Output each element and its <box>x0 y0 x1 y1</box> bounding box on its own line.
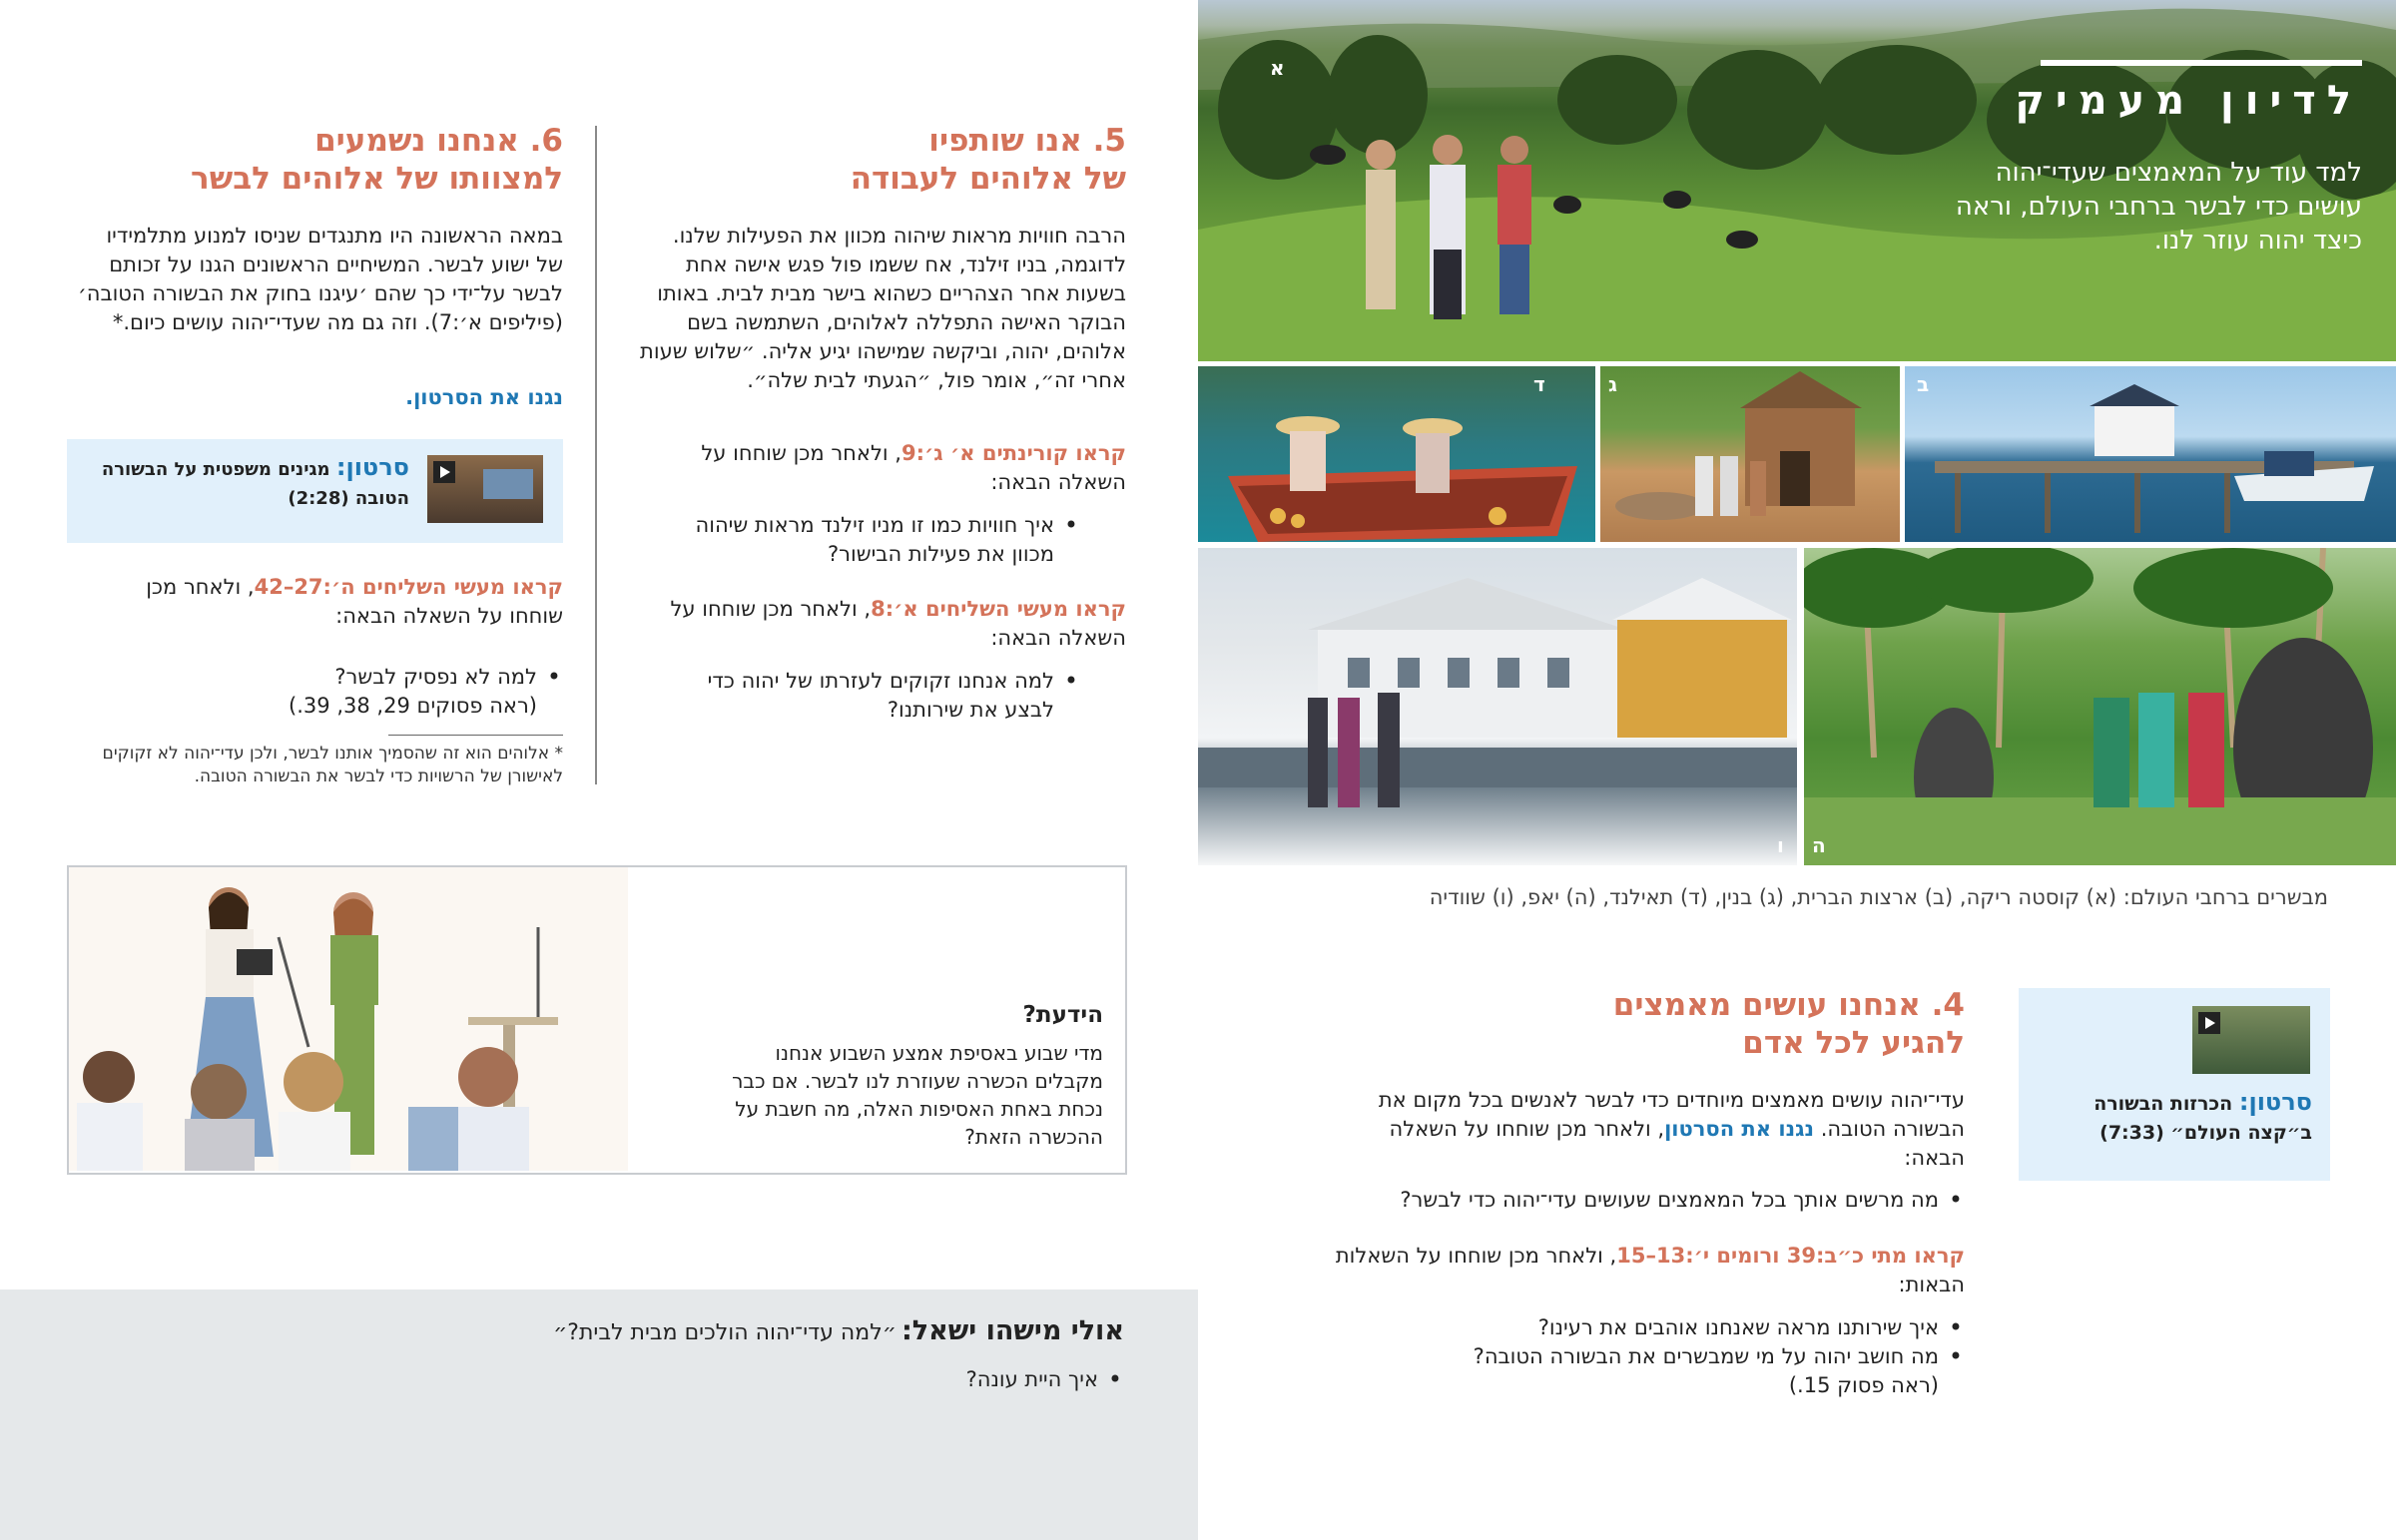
section-6-video-box[interactable] <box>67 439 563 543</box>
section-4-question-list-1 <box>1306 1186 1965 1215</box>
section-4-title-line2: להגיע לכל אדם <box>1742 1025 1965 1061</box>
section-4-text: עדי־יהוה עושים מאמצים מיוחדים כדי לבשר לאנשים בכל מקום את הבשורה הטובה. <box>1378 1088 1965 1141</box>
someone-may-ask-title: אולי מישהו ישאל: <box>900 1315 1124 1346</box>
video-duration: (7:33) <box>2099 1122 2164 1144</box>
section-4-play-link[interactable]: נגנו את הסרטון <box>1664 1117 1814 1141</box>
section-4-number: 4. <box>1931 987 1965 1023</box>
photo-label-f: ו <box>1777 833 1784 857</box>
section-5-question-1: • איך חוויות כמו זו מניו זילנד מראות שיהוה מכוון את פעילות הבישור? <box>651 511 1080 569</box>
meeting-illustration <box>69 867 628 1171</box>
did-you-know-box <box>67 865 1127 1175</box>
someone-may-ask-band <box>0 1289 1198 1540</box>
section-4-question-3-text: מה חושב יהוה על מי שמבשרים את הבשורה הטובה? <box>1473 1344 1939 1368</box>
section-5-question-list-2 <box>701 667 1080 725</box>
did-you-know-title: הידעת? <box>1022 1002 1103 1028</box>
photo-sweden <box>1198 548 1797 865</box>
section-5-title-line1: אנו שותפיו <box>928 123 1082 159</box>
section-4-read-text: , ולאחר מכן שוחחו על השאלות הבאות: <box>1335 1244 1965 1296</box>
video-label: סרטון: <box>2238 1088 2312 1116</box>
photo-label-b: ב <box>1917 372 1930 396</box>
section-5-read-2 <box>657 595 1126 653</box>
section-4-text-end: , ולאחר מכן שוחחו על השאלה הבאה: <box>1389 1117 1965 1170</box>
photo-label-c: ג <box>1608 372 1617 396</box>
footnote-rule <box>388 735 563 736</box>
play-icon[interactable] <box>433 461 455 483</box>
section-6-play-link[interactable]: נגנו את הסרטון. <box>405 385 563 409</box>
section-6-read <box>104 573 563 631</box>
photo-label-d: ד <box>1533 372 1545 396</box>
section-6-scripture[interactable]: קראו מעשי השליחים ה׳:27–42 <box>254 575 563 599</box>
section-6-question-1-text: למה לא נפסיק לבשר? <box>334 665 537 689</box>
section-4-video-box[interactable] <box>2019 988 2330 1181</box>
someone-may-ask-question: • איך היית עונה? <box>725 1365 1124 1394</box>
section-6-question-1-note: (ראה פסוקים 29, 38, 39.) <box>289 694 537 718</box>
column-divider <box>595 126 597 784</box>
section-6-video-caption <box>80 453 409 513</box>
section-6-title-line1: אנחנו נשמעים <box>314 123 519 159</box>
video-title: מגינים משפטית על הבשורה הטובה <box>101 459 409 509</box>
photo-usa <box>1905 366 2396 542</box>
section-6-title-line2: למצוותו של אלוהים לבשר <box>191 161 563 197</box>
did-you-know-text: מדי שבוע באסיפת אמצע השבוע אנחנו מקבלים הכשרה שעוזרת לנו לבשר. אם כבר נכחת באחת האסיפות האלה, מה חשבת על ההכשרה הזאת? <box>732 1041 1103 1149</box>
photo-benin <box>1600 366 1900 542</box>
section-5-scripture-1[interactable]: קראו קורינתים א׳ ג׳:9 <box>900 441 1126 465</box>
photo-label-e: ה <box>1812 833 1826 857</box>
section-4-video-caption <box>2033 1088 2312 1148</box>
section-4-question-list-2 <box>1346 1313 1965 1400</box>
someone-may-ask-heading <box>226 1315 1124 1346</box>
section-5-read-1 <box>647 439 1126 497</box>
section-4-title-line1: אנחנו עושים מאמצים <box>1612 987 1921 1023</box>
section-6-footnote: * אלוהים הוא זה שהסמיך אותנו לבשר, ולכן עדי־יהוה לא זקוקים לאישורן של הרשויות כדי לבשר את הבשורה הטובה. <box>102 744 563 786</box>
section-4-paragraph <box>1326 1086 1965 1173</box>
photo-label-a: א <box>1270 56 1285 80</box>
deep-study-rule <box>2041 60 2362 66</box>
section-5-question-2: • למה אנחנו זקוקים לעזרתו של יהוה כדי לבצע את שירותנו? <box>701 667 1080 725</box>
section-6-number: 6. <box>529 123 563 159</box>
section-4-question-3-note: (ראה פסוק 15.) <box>1788 1373 1939 1397</box>
section-4-question-1: • מה מרשים אותך בכל המאמצים שעושים עדי־יהוה כדי לבשר? <box>1306 1186 1965 1215</box>
video-label: סרטון: <box>335 453 409 481</box>
section-5-question-list-1 <box>651 511 1080 569</box>
section-5-read-2-text: , ולאחר מכן שוחחו על השאלה הבאה: <box>670 597 1126 650</box>
section-6-paragraph: במאה הראשונה היו מתנגדים שניסו למנוע מתלמידיו של ישוע לבשר. המשיחיים הראשונים הגנו על זכותם לבשר על־ידי כך שהם ׳עיגנו בחוק את הבשורה הטובה׳ (פיליפים א׳:7). וזה גם מה שעדי־יהוה עושים כיום.* <box>78 224 563 334</box>
section-5-title <box>627 122 1126 198</box>
section-4-question-3 <box>1346 1342 1965 1400</box>
section-6-question-1 <box>164 663 563 721</box>
section-5-scripture-2[interactable]: קראו מעשי השליחים א׳:8 <box>871 597 1126 621</box>
video-thumbnail[interactable] <box>427 455 543 523</box>
video-thumbnail-screen <box>483 469 533 499</box>
photo-yap <box>1804 548 2396 865</box>
section-6-title <box>64 122 563 198</box>
section-6-question-list <box>164 663 563 721</box>
section-5-title-line2: של אלוהים לעבודה <box>850 161 1126 197</box>
video-title: הכרזות הבשורה ב״קצה העולם״ <box>2094 1093 2312 1144</box>
video-duration: (2:28) <box>288 488 349 509</box>
section-4-read <box>1326 1242 1965 1299</box>
section-5-read-1-text: , ולאחר מכן שוחחו על השאלה הבאה: <box>701 441 1126 494</box>
section-4-scripture[interactable]: קראו מתי כ״ב:39 ורומים י׳:13–15 <box>1616 1244 1965 1268</box>
section-5-paragraph: הרבה חוויות מראות שיהוה מכוון את הפעילות שלנו. לדוגמה, בניו זילנד, אח ששמו פול פגש אישה אחת בשעות אחר הצהריים כשהוא בישר מבית לבית. באותו הבוקר האישה התפללה לאלוהים, השתמשה בשם אלוהים, יהוה, וביקשה שמישהו יגיע אליה. ״שלוש שעות אחרי זה״, אומר פול, ״הגעתי לבית שלה״. <box>640 224 1126 392</box>
someone-may-ask-list <box>725 1365 1124 1394</box>
photo-thailand <box>1198 366 1595 542</box>
section-6-read-text: , ולאחר מכן שוחחו על השאלה הבאה: <box>146 575 563 628</box>
deep-study-text: למד עוד על המאמצים שעדי־יהוה עושים כדי לבשר ברחבי העולם, וראה כיצד יהוה עוזר לנו. <box>1955 158 2362 256</box>
photo-costa-rica <box>1198 0 2396 361</box>
section-4-question-2: • איך שירותנו מראה שאנחנו אוהבים את רעינו? <box>1346 1313 1965 1342</box>
section-4-title <box>1366 986 1965 1062</box>
section-5-number: 5. <box>1092 123 1126 159</box>
play-icon[interactable] <box>2198 1012 2220 1034</box>
someone-may-ask-quote: ״למה עדי־יהוה הולכים מבית לבית?״ <box>553 1320 897 1345</box>
video-thumbnail[interactable] <box>2192 1006 2310 1074</box>
deep-study-title: לדיון מעמיק <box>2015 78 2362 124</box>
photos-caption: מבשרים ברחבי העולם: (א) קוסטה ריקה, (ב) ארצות הברית, (ג) בנין, (ד) תאילנד, (ה) יאפ, (ו) שוודיה <box>1429 885 2328 909</box>
